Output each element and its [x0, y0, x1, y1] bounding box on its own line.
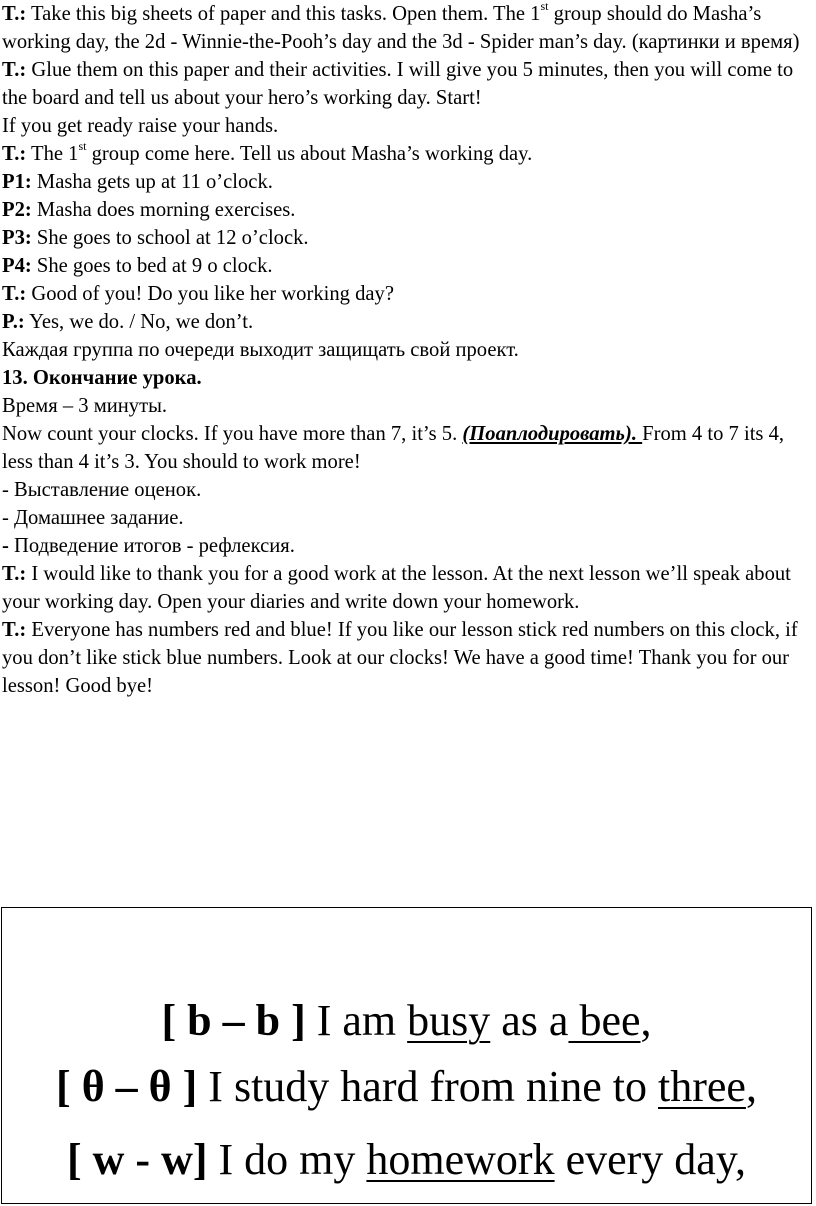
rhyme-text: I am: [305, 996, 408, 1045]
teacher-line: [2, 140, 814, 168]
dash: -: [2, 535, 9, 557]
rhyme-text: as a: [490, 996, 569, 1045]
line-text: I would like to thank you for a good work at the lesson. At the next lesson we’ll speak about your working day. Open your diaries and write down your homework.: [2, 563, 791, 613]
pupil-line: [2, 252, 814, 280]
list-item: - Выставление оценок.: [2, 479, 202, 501]
document-body: [2, 0, 814, 700]
applause-note: (Поаплодировать).: [462, 423, 643, 445]
time-line: Время – 3 минуты.: [2, 395, 168, 417]
sound-label: [ b – b ]: [161, 996, 306, 1045]
line-text: Everyone has numbers red and blue! If you like our lesson stick red numbers on this clock, if you don’t like stick blue numbers. Look at our clocks! We have a good time! Thank you for our lesson! Good bye!: [2, 619, 798, 697]
speaker-label: T.:: [2, 59, 27, 81]
rhyme-text: I study hard from nine to: [197, 1062, 658, 1111]
sound-label: [ θ – θ ]: [56, 1062, 198, 1111]
superscript: st: [78, 139, 87, 154]
teacher-line: [2, 0, 814, 56]
section-heading: 13. Окончание урока.: [2, 367, 202, 389]
underlined-word: three: [658, 1062, 746, 1111]
pupil-line: [2, 168, 814, 196]
line-text: Good of you! Do you like her working day?: [26, 283, 394, 305]
speaker-label: P1:: [2, 171, 32, 193]
count-line: [2, 420, 814, 476]
underlined-word: homework: [366, 1135, 555, 1184]
rhyme-line: [2, 995, 811, 1047]
speaker-label: P4:: [2, 255, 32, 277]
line-text: Take this big sheets of paper and this tasks. Open them. The 1: [26, 3, 541, 25]
underlined-word: bee: [568, 996, 641, 1045]
rhyme-text: I do my: [207, 1135, 367, 1184]
speaker-label: T.:: [2, 3, 27, 25]
teacher-line: [2, 616, 814, 700]
rhyme-line: [2, 1134, 811, 1186]
speaker-label: T.:: [2, 619, 27, 641]
line-text: Now count your clocks. If you have more than 7, it’s 5.: [2, 423, 463, 445]
line-text: She goes to school at 12 o’clock.: [31, 227, 309, 249]
rhyme-card: [1, 907, 812, 1204]
rhyme-text: ,: [640, 996, 652, 1045]
rhyme-text: every day,: [554, 1135, 746, 1184]
rhyme-text: ,: [745, 1062, 757, 1111]
superscript: st: [540, 0, 549, 14]
sound-label: [ w - w]: [67, 1135, 208, 1184]
teacher-line: [2, 280, 814, 308]
list-item: - Домашнее задание.: [2, 507, 184, 529]
rhyme-line: [2, 1061, 811, 1113]
instruction-line: Каждая группа по очереди выходит защищать свой проект.: [2, 339, 519, 361]
line-text: The 1: [26, 143, 79, 165]
line-text: group come here. Tell us about Masha’s working day.: [86, 143, 533, 165]
line-text: Подведение итогов - рефлексия.: [8, 535, 295, 557]
pupil-line: [2, 308, 814, 336]
speaker-label: T.:: [2, 283, 27, 305]
pupil-line: [2, 224, 814, 252]
line-text: She goes to bed at 9 o clock.: [31, 255, 273, 277]
instruction-line: If you get ready raise your hands.: [2, 115, 279, 137]
speaker-label: T.:: [2, 143, 27, 165]
underlined-word: busy: [407, 996, 491, 1045]
line-text: group should do Masha’s working day, the 2d - Winnie-the-Pooh’s day and the 3d - Spider man’s day. (картинки и время): [2, 3, 800, 53]
line-text: Masha gets up at 11 o’clock.: [31, 171, 273, 193]
list-item: [2, 532, 814, 560]
speaker-label: P.:: [2, 311, 25, 333]
speaker-label: P2:: [2, 199, 32, 221]
line-text: Yes, we do. / No, we don’t.: [24, 311, 254, 333]
line-text: From 4 to 7 its 4, less than 4 it’s 3. You should to work more!: [2, 423, 785, 473]
speaker-label: P3:: [2, 227, 32, 249]
teacher-line: [2, 560, 814, 616]
line-text: Glue them on this paper and their activities. I will give you 5 minutes, then you will come to the board and tell us about your hero’s working day. Start!: [2, 59, 794, 109]
speaker-label: T.:: [2, 563, 27, 585]
pupil-line: [2, 196, 814, 224]
line-text: Masha does morning exercises.: [31, 199, 296, 221]
teacher-line: [2, 56, 814, 112]
